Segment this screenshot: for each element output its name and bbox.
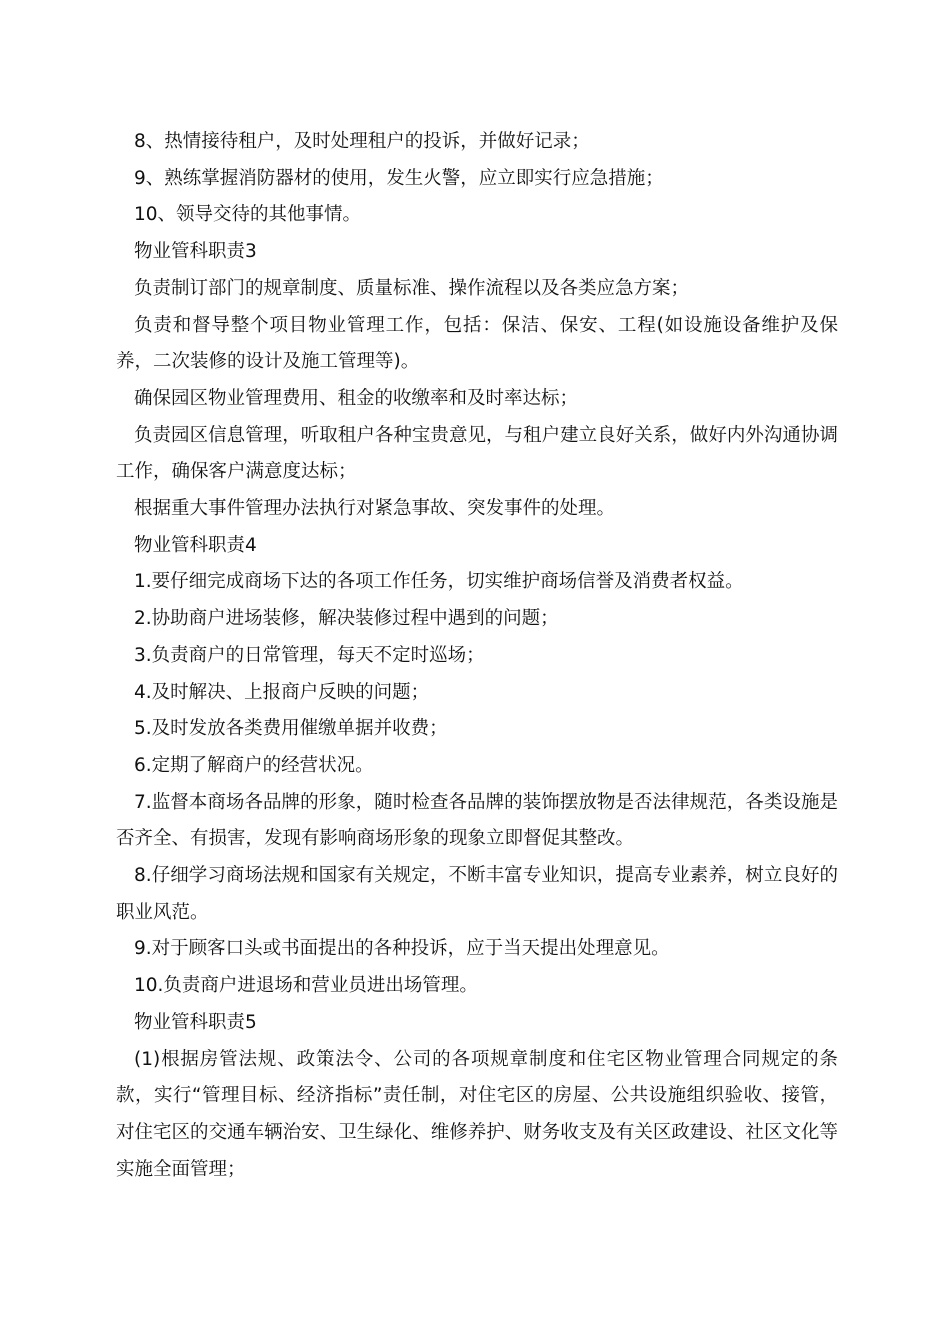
paragraph-duty-rules: 负责制订部门的规章制度、质量标准、操作流程以及各类应急方案； xyxy=(134,277,690,299)
paragraph-duty-emergency: 根据重大事件管理办法执行对紧急事故、突发事件的处理。 xyxy=(134,498,616,520)
paragraph-duty-supervise: 负责和督导整个项目物业管理工作，包括：保洁、保安、工程(如设施设备维护及保养，二次装修的设计及施工管理等)。 xyxy=(116,314,838,373)
list-item-8: 8.仔细学习商场法规和国家有关规定，不断丰富专业知识，提高专业素养，树立良好的职业风范。 xyxy=(116,865,838,923)
section-heading-3: 物业管科职责3 xyxy=(134,241,257,263)
list-item-2: 2.协助商户进场装修，解决装修过程中遇到的问题； xyxy=(134,608,559,630)
list-item-3: 3.负责商户的日常管理，每天不定时巡场； xyxy=(134,644,485,666)
paragraph-duty-info: 负责园区信息管理，听取租户各种宝贵意见，与租户建立良好关系，做好内外沟通协调工作，确保客户满意度达标； xyxy=(116,424,838,483)
section-heading-4: 物业管科职责4 xyxy=(134,534,257,556)
document-page xyxy=(116,124,838,1188)
paragraph-item-8: 8、热情接待租户，及时处理租户的投诉，并做好记录； xyxy=(134,131,590,152)
paragraph-item-1-parenthesized: (1)根据房管法规、政策法令、公司的各项规章制度和住宅区物业管理合同规定的条款，实行“管理目标、经济指标”责任制，对住宅区的房屋、公共设施组织验收、接管，对住宅区的交通车辆治安、卫生绿化、维修养护、财务收支及有关区政建设、社区文化等实施全面管理； xyxy=(116,1048,838,1180)
section-heading-5: 物业管科职责5 xyxy=(134,1011,257,1033)
list-item-7: 7.监督本商场各品牌的形象，随时检查各品牌的装饰摆放物是否法律规范，各类设施是否齐全、有损害，发现有影响商场形象的现象立即督促其整改。 xyxy=(116,791,838,850)
list-item-4: 4.及时解决、上报商户反映的问题； xyxy=(134,681,430,703)
list-item-5: 5.及时发放各类费用催缴单据并收费； xyxy=(134,718,448,740)
paragraph-item-9: 9、熟练掌握消防器材的使用，发生火警，应立即实行应急措施； xyxy=(134,167,664,189)
list-item-10: 10.负责商户进退场和营业员进出场管理。 xyxy=(134,975,478,997)
paragraph-item-10: 10、领导交待的其他事情。 xyxy=(134,204,362,226)
list-item-9: 9.对于顾客口头或书面提出的各种投诉，应于当天提出处理意见。 xyxy=(134,938,670,960)
list-item-6: 6.定期了解商户的经营状况。 xyxy=(134,754,374,776)
list-item-1: 1.要仔细完成商场下达的各项工作任务，切实维护商场信誉及消费者权益。 xyxy=(134,571,744,593)
paragraph-duty-fees: 确保园区物业管理费用、租金的收缴率和及时率达标； xyxy=(134,387,579,409)
